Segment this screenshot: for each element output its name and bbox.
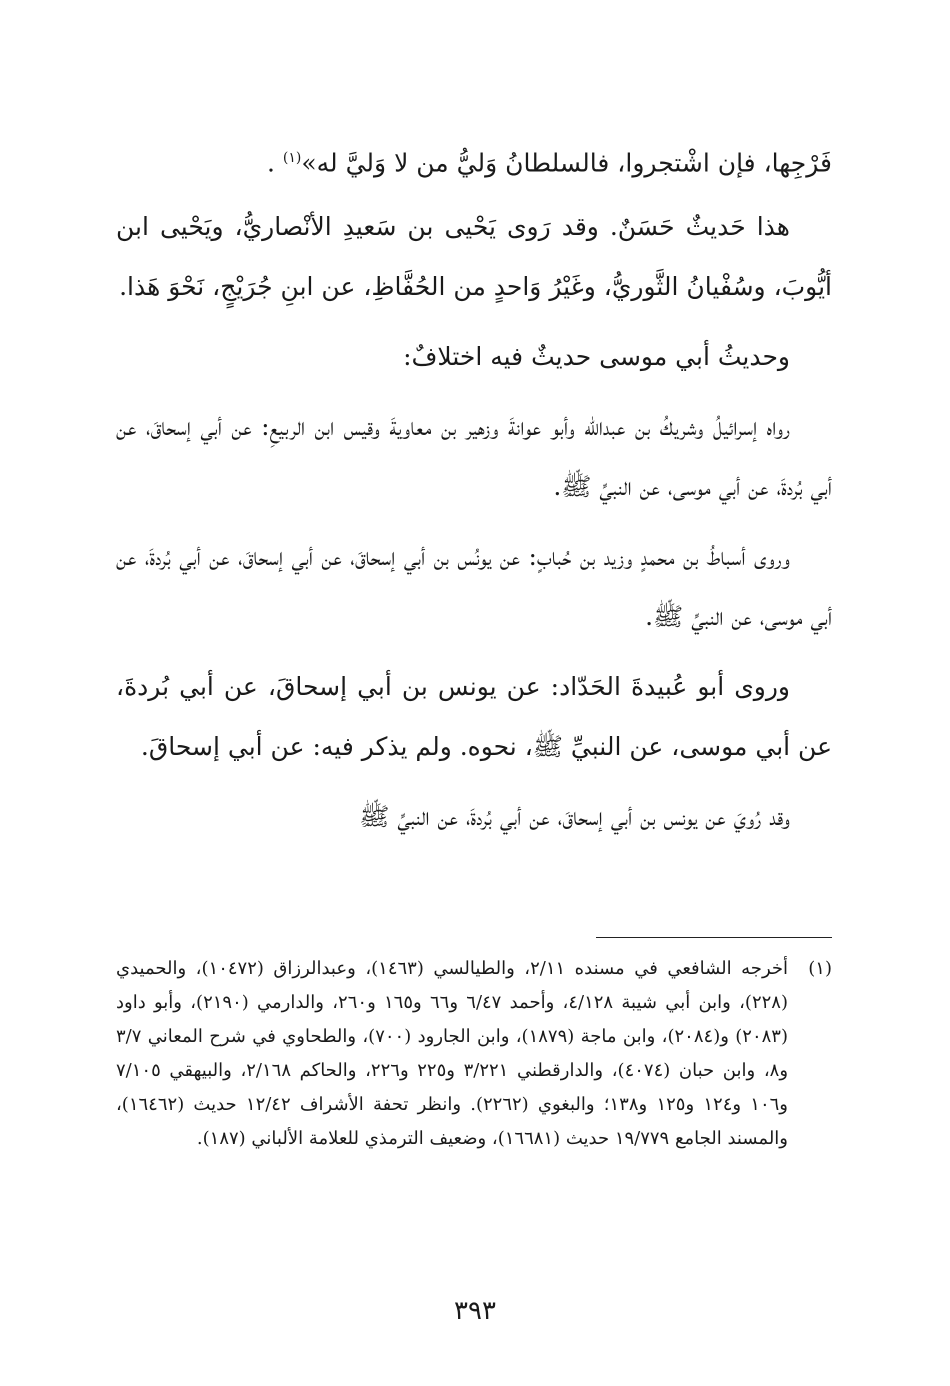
page-number: ٣٩٣ <box>454 1296 496 1326</box>
paragraph-3: وحديثُ أبي موسى حديثٌ فيه اختلافٌ: <box>403 342 790 372</box>
paragraph-2: هذا حَديثٌ حَسَنٌ. وقد رَوى يَحْيى بن سَعيدِ الأنْصاريُّ، ويَحْيى ابن أيُّوبَ، وسُفْيانُ الثَّوريُّ، وغَيْرُ وَاحدٍ من الحُفَّاظِ، عن ابنِ جُرَيْجٍ، نَحْوَ هَذا. <box>116 212 832 302</box>
footnote-number: (١) <box>808 958 832 979</box>
footnote-text: أخرجه الشافعي في مسنده ٢/١١، والطيالسي (١٤٦٣)، وعبدالرزاق (١٠٤٧٢)، والحميدي (٢٢٨)، وابن أبي شيبة ٤/١٢٨، وأحمد ٦/٤٧ و٦٦ و١٦٥ و٢٦٠، والدارمي (٢١٩٠)، وأبو داود (٢٠٨٣) و(٢٠٨٤)، وابن ماجة (١٨٧٩)، وابن الجارود (٧٠٠)، والطحاوي في شرح المعاني ٣/٧ و٨، وابن حبان (٤٠٧٤)، والدارقطني ٣/٢٢١ و٢٢٥ و٢٢٦، والحاكم ٢/١٦٨، والبيهقي ٧/١٠٥ و١٠٦ و١٢٤ و١٢٥ و١٣٨؛ والبغوي (٢٢٦٢). وانظر تحفة الأشراف ١٢/٤٢ حديث (١٦٤٦٢)، والمسند الجامع ١٩/٧٧٩ حديث (١٦٦٨١)، وضعيف الترمذي للعلامة الألباني (١٨٧). <box>116 958 789 1149</box>
paragraph-6: وروى أبو عُبيدةَ الحَدّاد: عن يونس بن أبي إسحاقَ، عن أبي بُردةَ، عن أبي موسى، عن النبيِّ ﷺ، نحوه. ولم يذكر فيه: عن أبي إسحاقَ. <box>116 672 832 762</box>
footnotes <box>116 952 832 1156</box>
paragraph-7: وقد رُويَ عن يونس بن أبي إسحاقَ، عن أبي بُردةَ، عن النبيِّ ﷺ <box>359 802 790 832</box>
paragraph-5: وروى أسباطُ بن محمدٍ وزيد بن حُبابٍ: عن يونُس بن أبي إسحاقَ، عن أبي إسحاقَ، عن أبي بُردةَ، عن أبي موسى، عن النبيِّ ﷺ. <box>116 542 832 632</box>
paragraph-1-text: فَرْجِها، فإن اشْتجروا، فالسلطانُ وَليُّ من لا وَليَّ له» <box>301 148 832 178</box>
paragraph-1 <box>116 128 832 193</box>
paragraph-4: رواه إسرائيلُ وشريكُ بن عبدالله وأبو عوانةَ وزهير بن معاويةَ وقيس ابن الربيعِ: عن أبي إسحاقَ، عن أبي بُردةَ، عن أبي موسى، عن النبيِّ ﷺ. <box>116 412 832 502</box>
footnote-separator <box>596 937 832 938</box>
footnote-reference[interactable]: (١) <box>282 150 302 166</box>
footnote-item <box>116 952 832 1156</box>
main-text <box>116 128 832 857</box>
paragraph-1-tail: . <box>266 148 283 178</box>
